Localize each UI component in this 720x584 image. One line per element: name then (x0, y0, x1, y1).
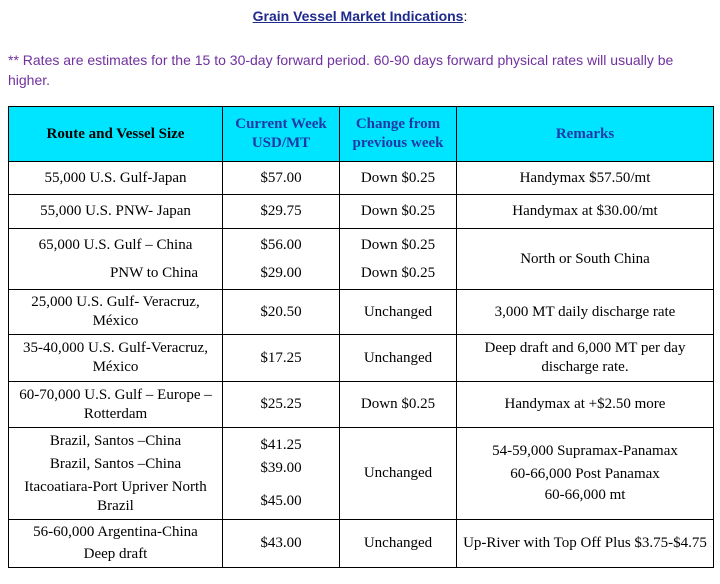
table-row (9, 229, 714, 290)
remarks-cell: Deep draft and 6,000 MT per day discharge rate. (457, 335, 714, 382)
route-line: Brazil, Santos –China (49, 455, 182, 472)
route-line: 65,000 U.S. Gulf – China (38, 236, 193, 253)
header-row (9, 107, 714, 162)
change-cell: Unchanged (340, 335, 457, 382)
header-current-week: Current Week USD/MT (223, 107, 340, 162)
route-line: 56-60,000 Argentina-China (33, 524, 198, 540)
route-cell: 35-40,000 U.S. Gulf-Veracruz, México (9, 335, 223, 382)
table-row (9, 162, 714, 195)
rates-note: ** Rates are estimates for the 15 to 30-day forward period. 60-90 days forward physical rates will usually be higher. (8, 52, 674, 88)
change-cell: Unchanged (340, 520, 457, 568)
change-cell: Unchanged (340, 428, 457, 520)
remarks-cell: Handymax $57.50/mt (457, 162, 714, 195)
table-row (9, 382, 714, 428)
route-line: Deep draft (83, 546, 148, 562)
route-cell: 55,000 U.S. Gulf-Japan (9, 162, 223, 195)
change-cell: Down $0.25 (340, 195, 457, 229)
remarks-line: 60-66,000 Post Panamax (510, 466, 660, 482)
change-cell: Down $0.25 (340, 162, 457, 195)
header-remarks: Remarks (457, 107, 714, 162)
remarks-cell (457, 428, 714, 520)
rate-cell: $57.00 (223, 162, 340, 195)
route-line: PNW to China (109, 264, 198, 281)
route-cell (9, 428, 223, 520)
remarks-cell: Up-River with Top Off Plus $3.75-$4.75 (457, 520, 714, 568)
rate-cell (223, 428, 340, 520)
rate-line: $56.00 (260, 236, 302, 253)
change-line: Down $0.25 (360, 236, 436, 253)
route-cell: 55,000 U.S. PNW- Japan (9, 195, 223, 229)
route-line: Itacoatiara-Port Upriver North Brazil (24, 478, 207, 514)
rate-cell: $29.75 (223, 195, 340, 229)
remarks-line: 60-66,000 mt (544, 487, 626, 503)
remarks-cell: Handymax at +$2.50 more (457, 382, 714, 428)
table-row (9, 520, 714, 568)
rate-cell: $20.50 (223, 290, 340, 335)
table-row (9, 195, 714, 229)
route-cell: 60-70,000 U.S. Gulf – Europe – Rotterdam (9, 382, 223, 428)
rate-line: $29.00 (260, 264, 302, 281)
rate-line: $45.00 (260, 493, 302, 509)
table-row (9, 290, 714, 335)
rate-cell: $43.00 (223, 520, 340, 568)
route-cell (9, 520, 223, 568)
route-cell (9, 229, 223, 290)
change-cell: Down $0.25 (340, 382, 457, 428)
rate-cell (223, 229, 340, 290)
page-title (0, 8, 720, 24)
market-table (8, 106, 714, 568)
route-line: Brazil, Santos –China (49, 432, 182, 449)
change-cell (340, 229, 457, 290)
rate-cell: $17.25 (223, 335, 340, 382)
change-cell: Unchanged (340, 290, 457, 335)
change-line: Down $0.25 (360, 264, 436, 281)
route-cell: 25,000 U.S. Gulf- Veracruz, México (9, 290, 223, 335)
header-route: Route and Vessel Size (9, 107, 223, 162)
rate-line: $39.00 (260, 460, 302, 476)
rate-cell: $25.25 (223, 382, 340, 428)
title-text: Grain Vessel Market Indications (252, 8, 464, 24)
remarks-cell: Handymax at $30.00/mt (457, 195, 714, 229)
table-row (9, 335, 714, 382)
remarks-cell: 3,000 MT daily discharge rate (457, 290, 714, 335)
rate-line: $41.25 (260, 437, 302, 453)
header-change: Change from previous week (340, 107, 457, 162)
remarks-line: 54-59,000 Supramax-Panamax (492, 443, 678, 459)
remarks-cell: North or South China (457, 229, 714, 290)
table-row (9, 428, 714, 520)
title-suffix: : (463, 8, 468, 24)
